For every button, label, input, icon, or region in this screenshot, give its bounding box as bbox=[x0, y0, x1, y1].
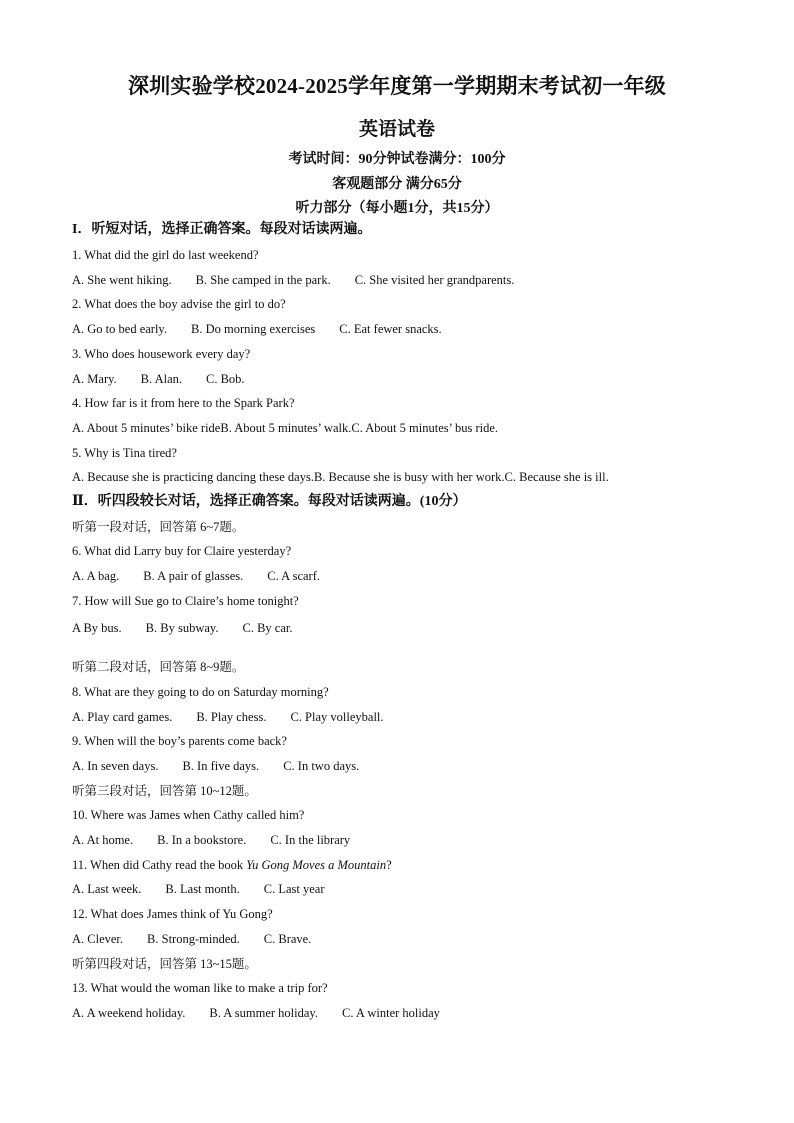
option-b[interactable]: B. Play chess. bbox=[196, 710, 267, 724]
option-b[interactable]: B. She camped in the park. bbox=[195, 273, 331, 287]
option-c[interactable]: C. In two days. bbox=[283, 759, 360, 773]
option-c[interactable]: C. By car. bbox=[242, 621, 293, 635]
option-b[interactable]: B. Because she is busy with her work. bbox=[313, 470, 505, 484]
option-b[interactable]: B. In a bookstore. bbox=[157, 833, 247, 847]
option-a[interactable]: A. Mary. bbox=[72, 372, 117, 386]
question-1-options bbox=[72, 272, 514, 288]
section-1-heading: I．听短对话，选择正确答案。每段对话读两遍。 bbox=[72, 222, 372, 237]
exam-title: 深圳实验学校2024-2025学年度第一学期期末考试初一年级 bbox=[128, 74, 666, 98]
question-13-stem: 13. What would the woman like to make a trip for? bbox=[72, 981, 328, 995]
option-a[interactable]: A. Because she is practicing dancing these days. bbox=[72, 470, 314, 484]
option-b[interactable]: B. Do morning exercises bbox=[191, 322, 316, 336]
dialogue-3-instruction: 听第三段对话，回答第 10~12题。 bbox=[72, 784, 257, 798]
question-8-stem: 8. What are they going to do on Saturday morning? bbox=[72, 685, 329, 699]
option-a[interactable]: A. Play card games. bbox=[72, 710, 173, 724]
option-b[interactable]: B. By subway. bbox=[145, 621, 219, 635]
dialogue-4-instruction: 听第四段对话，回答第 13~15题。 bbox=[72, 957, 257, 971]
question-2-options bbox=[72, 321, 442, 337]
option-b[interactable]: B. A summer holiday. bbox=[209, 1006, 318, 1020]
option-c[interactable]: C. Because she is ill. bbox=[504, 470, 609, 484]
exam-time-info: 考试时间：90分钟试卷满分：100分 bbox=[288, 152, 506, 167]
option-a[interactable]: A. She went hiking. bbox=[72, 273, 172, 287]
question-4-stem: 4. How far is it from here to the Spark Park? bbox=[72, 396, 295, 410]
question-1-stem: 1. What did the girl do last weekend? bbox=[72, 248, 259, 262]
dialogue-1-instruction: 听第一段对话，回答第 6~7题。 bbox=[72, 520, 245, 534]
question-12-stem: 12. What does James think of Yu Gong? bbox=[72, 907, 273, 921]
question-12-options bbox=[72, 931, 311, 947]
option-a[interactable]: A. Last week. bbox=[72, 882, 142, 896]
option-c[interactable]: C. A winter holiday bbox=[341, 1006, 440, 1020]
question-13-options bbox=[72, 1005, 440, 1021]
option-a[interactable]: A. Go to bed early. bbox=[72, 322, 167, 336]
option-c[interactable]: C. Bob. bbox=[206, 372, 245, 386]
option-a[interactable]: A. A weekend holiday. bbox=[72, 1006, 186, 1020]
book-title: Yu Gong Moves a Mountain bbox=[246, 858, 387, 872]
question-11-options bbox=[72, 881, 324, 897]
option-a[interactable]: A. A bag. bbox=[72, 569, 120, 583]
section-2-heading: Ⅱ．听四段较长对话，选择正确答案。每段对话读两遍。(10分） bbox=[72, 494, 467, 509]
dialogue-2-instruction: 听第二段对话，回答第 8~9题。 bbox=[72, 660, 245, 674]
question-3-stem: 3. Who does housework every day? bbox=[72, 347, 251, 361]
option-a[interactable]: A. At home. bbox=[72, 833, 134, 847]
question-8-options bbox=[72, 709, 384, 725]
question-5-stem: 5. Why is Tina tired? bbox=[72, 446, 177, 460]
question-7-options bbox=[72, 620, 292, 636]
option-b[interactable]: B. Strong-minded. bbox=[147, 932, 240, 946]
question-9-options bbox=[72, 758, 359, 774]
listening-part-info: 听力部分（每小题1分，共15分） bbox=[295, 201, 499, 216]
option-a[interactable]: A. About 5 minutes’ bike ride bbox=[72, 421, 221, 435]
option-b[interactable]: B. Last month. bbox=[165, 882, 240, 896]
option-b[interactable]: B. In five days. bbox=[182, 759, 260, 773]
question-10-options bbox=[72, 832, 350, 848]
objective-part-info: 客观题部分 满分65分 bbox=[332, 177, 462, 192]
question-4-options bbox=[72, 420, 498, 436]
question-6-stem: 6. What did Larry buy for Claire yesterday? bbox=[72, 544, 292, 558]
option-a[interactable]: A. Clever. bbox=[72, 932, 124, 946]
option-c[interactable]: C. About 5 minutes’ bus ride. bbox=[351, 421, 499, 435]
question-11-stem-text: 11. When did Cathy read the book bbox=[72, 858, 247, 872]
exam-subject: 英语试卷 bbox=[358, 119, 435, 140]
option-c[interactable]: C. A scarf. bbox=[267, 569, 321, 583]
option-a[interactable]: A By bus. bbox=[72, 621, 122, 635]
option-c[interactable]: C. In the library bbox=[270, 833, 351, 847]
question-11-stem bbox=[72, 857, 392, 873]
option-a[interactable]: A. In seven days. bbox=[72, 759, 159, 773]
question-9-stem: 9. When will the boy’s parents come back? bbox=[72, 734, 287, 748]
option-c[interactable]: C. Last year bbox=[263, 882, 325, 896]
option-b[interactable]: B. About 5 minutes’ walk. bbox=[220, 421, 352, 435]
option-c[interactable]: C. She visited her grandparents. bbox=[354, 273, 515, 287]
question-6-options bbox=[72, 568, 320, 584]
option-c[interactable]: C. Eat fewer snacks. bbox=[339, 322, 442, 336]
option-b[interactable]: B. Alan. bbox=[140, 372, 182, 386]
option-b[interactable]: B. A pair of glasses. bbox=[143, 569, 244, 583]
question-2-stem: 2. What does the boy advise the girl to do? bbox=[72, 297, 286, 311]
question-7-stem: 7. How will Sue go to Claire’s home tonight? bbox=[72, 594, 299, 608]
question-5-options bbox=[72, 469, 609, 485]
question-3-options bbox=[72, 371, 245, 387]
option-c[interactable]: C. Brave. bbox=[263, 932, 312, 946]
question-10-stem: 10. Where was James when Cathy called him? bbox=[72, 808, 305, 822]
question-mark: ? bbox=[386, 858, 392, 872]
option-c[interactable]: C. Play volleyball. bbox=[290, 710, 384, 724]
